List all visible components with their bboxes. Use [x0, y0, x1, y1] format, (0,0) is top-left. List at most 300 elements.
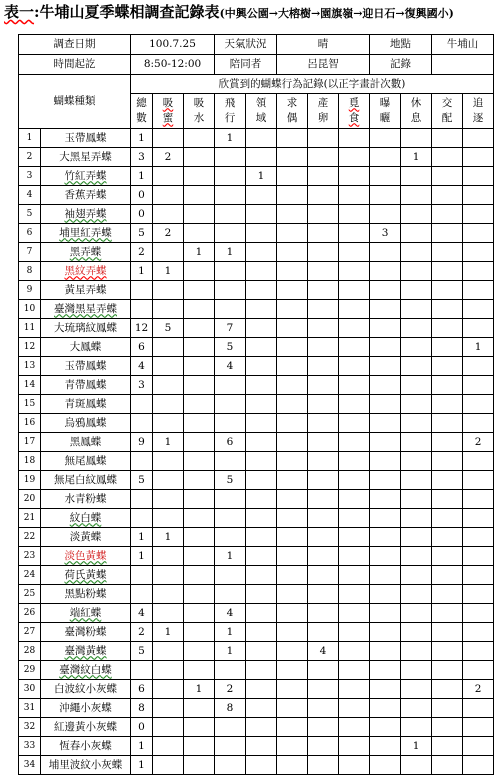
- behavior-count: [401, 623, 432, 642]
- behavior-count: [246, 262, 277, 281]
- behavior-count: [246, 737, 277, 756]
- date-label: 調查日期: [19, 35, 131, 55]
- behavior-count: [184, 148, 215, 167]
- row-number: 34: [19, 756, 41, 775]
- behavior-count: [401, 262, 432, 281]
- table-row: [19, 604, 494, 623]
- behavior-count: [308, 243, 339, 262]
- behavior-count: [184, 585, 215, 604]
- total-count: 8: [131, 699, 153, 718]
- behavior-count: [153, 414, 184, 433]
- behavior-count: [339, 756, 370, 775]
- table-row: [19, 129, 494, 148]
- column-label: 吸蜜: [162, 96, 174, 124]
- behavior-count: [277, 661, 308, 680]
- behavior-count: [432, 167, 463, 186]
- behavior-count: [370, 699, 401, 718]
- species-name: 竹紅弄蝶: [64, 169, 107, 182]
- behavior-count: 4: [308, 642, 339, 661]
- behavior-count: [339, 566, 370, 585]
- species-name: 香蕉弄蝶: [64, 188, 107, 201]
- table-row: [19, 585, 494, 604]
- behavior-count: [370, 300, 401, 319]
- behavior-count: [308, 281, 339, 300]
- total-count: 0: [131, 186, 153, 205]
- title-prefix: 表一: [4, 3, 35, 21]
- column-label: 覓食: [348, 96, 360, 124]
- behavior-count: [277, 680, 308, 699]
- behavior-count: [308, 528, 339, 547]
- behavior-count: [215, 376, 246, 395]
- behavior-count: [339, 148, 370, 167]
- behavior-count: [215, 509, 246, 528]
- behavior-count: [339, 699, 370, 718]
- total-count: [131, 490, 153, 509]
- behavior-count: [432, 680, 463, 699]
- behavior-count: [401, 699, 432, 718]
- behavior-count: [463, 661, 494, 680]
- behavior-count: [215, 452, 246, 471]
- behavior-count: [184, 490, 215, 509]
- behavior-count: [184, 300, 215, 319]
- species-name: 黑點粉蝶: [64, 587, 107, 600]
- species-name-cell: [41, 414, 131, 433]
- behavior-count: [339, 224, 370, 243]
- behavior-count: [463, 756, 494, 775]
- place-value: 牛埔山: [432, 35, 494, 55]
- species-name-cell: [41, 433, 131, 452]
- behavior-count: [246, 224, 277, 243]
- table-row: [19, 756, 494, 775]
- species-name: 沖繩小灰蝶: [59, 701, 112, 714]
- behavior-count: [432, 148, 463, 167]
- behavior-count: [401, 414, 432, 433]
- species-name-cell: [41, 699, 131, 718]
- behavior-count: [277, 205, 308, 224]
- behavior-column-header: [401, 94, 432, 129]
- table-row: [19, 205, 494, 224]
- species-name: 大黑星弄蝶: [59, 150, 112, 163]
- total-count: 2: [131, 623, 153, 642]
- behavior-count: [277, 395, 308, 414]
- total-count: 9: [131, 433, 153, 452]
- behavior-count: [308, 357, 339, 376]
- total-count: [131, 566, 153, 585]
- behavior-count: [153, 737, 184, 756]
- behavior-count: [370, 433, 401, 452]
- behavior-column-header: [463, 94, 494, 129]
- behavior-count: [184, 623, 215, 642]
- behavior-count: [277, 585, 308, 604]
- behavior-count: [277, 623, 308, 642]
- behavior-count: [308, 224, 339, 243]
- behavior-count: [215, 300, 246, 319]
- behavior-count: [308, 680, 339, 699]
- behavior-count: [463, 566, 494, 585]
- species-name-cell: [41, 319, 131, 338]
- table-row: [19, 300, 494, 319]
- behavior-count: [370, 186, 401, 205]
- behavior-header: 欣賞到的蝴蝶行為記錄(以正字畫計次數): [131, 75, 494, 94]
- behavior-count: [215, 414, 246, 433]
- behavior-count: [153, 585, 184, 604]
- behavior-count: [184, 718, 215, 737]
- species-name: 青斑鳳蝶: [64, 397, 107, 410]
- behavior-count: 2: [215, 680, 246, 699]
- total-count: [131, 661, 153, 680]
- behavior-count: [246, 585, 277, 604]
- species-name: 紅邊黃小灰蝶: [54, 720, 117, 733]
- behavior-count: [246, 509, 277, 528]
- behavior-count: [401, 718, 432, 737]
- behavior-count: [463, 395, 494, 414]
- behavior-count: [246, 490, 277, 509]
- behavior-count: [153, 167, 184, 186]
- species-name-cell: [41, 604, 131, 623]
- behavior-count: [308, 433, 339, 452]
- behavior-count: [339, 433, 370, 452]
- behavior-count: [401, 167, 432, 186]
- behavior-count: [184, 452, 215, 471]
- total-count: 4: [131, 357, 153, 376]
- species-name-cell: [41, 737, 131, 756]
- total-count: 1: [131, 528, 153, 547]
- behavior-count: [246, 680, 277, 699]
- behavior-count: 1: [215, 129, 246, 148]
- title-main: :牛埔山夏季蝶相調查記錄表: [34, 3, 220, 21]
- behavior-count: [308, 718, 339, 737]
- behavior-count: [339, 452, 370, 471]
- behavior-count: 1: [153, 433, 184, 452]
- behavior-count: [401, 509, 432, 528]
- total-count: 3: [131, 376, 153, 395]
- behavior-count: [153, 699, 184, 718]
- behavior-count: 3: [370, 224, 401, 243]
- species-name: 白波紋小灰蝶: [54, 682, 117, 695]
- behavior-count: [277, 186, 308, 205]
- behavior-count: [308, 262, 339, 281]
- behavior-count: [401, 319, 432, 338]
- behavior-count: [215, 186, 246, 205]
- behavior-count: [370, 718, 401, 737]
- total-count: 1: [131, 547, 153, 566]
- row-number: 13: [19, 357, 41, 376]
- behavior-count: [277, 490, 308, 509]
- place-label: 地點: [370, 35, 432, 55]
- behavior-count: [308, 737, 339, 756]
- behavior-count: [339, 471, 370, 490]
- behavior-count: [153, 756, 184, 775]
- row-number: 26: [19, 604, 41, 623]
- behavior-count: [339, 414, 370, 433]
- behavior-count: [153, 509, 184, 528]
- behavior-count: [277, 471, 308, 490]
- behavior-count: [401, 281, 432, 300]
- behavior-count: [339, 167, 370, 186]
- behavior-count: [308, 471, 339, 490]
- behavior-count: [277, 433, 308, 452]
- behavior-count: [153, 357, 184, 376]
- behavior-count: [246, 243, 277, 262]
- behavior-count: [184, 471, 215, 490]
- behavior-count: 1: [401, 737, 432, 756]
- species-name-cell: [41, 623, 131, 642]
- behavior-count: [463, 452, 494, 471]
- species-name: 玉帶鳳蝶: [64, 359, 107, 372]
- species-name: 青帶鳳蝶: [64, 378, 107, 391]
- behavior-count: [370, 262, 401, 281]
- behavior-count: [432, 319, 463, 338]
- species-name: 袖翅弄蝶: [64, 207, 107, 220]
- total-count: 1: [131, 262, 153, 281]
- row-number: 29: [19, 661, 41, 680]
- behavior-count: [370, 471, 401, 490]
- behavior-count: [401, 547, 432, 566]
- behavior-count: [463, 490, 494, 509]
- behavior-count: [184, 547, 215, 566]
- behavior-count: [246, 300, 277, 319]
- species-name: 黑弄蝶: [69, 245, 102, 258]
- behavior-column-header: [184, 94, 215, 129]
- behavior-count: [184, 433, 215, 452]
- total-count: 6: [131, 680, 153, 699]
- behavior-count: [308, 661, 339, 680]
- behavior-count: [153, 129, 184, 148]
- behavior-count: [246, 129, 277, 148]
- species-name: 臺灣粉蝶: [64, 625, 107, 638]
- behavior-count: [246, 528, 277, 547]
- total-count: 0: [131, 205, 153, 224]
- behavior-count: [308, 300, 339, 319]
- behavior-count: [277, 604, 308, 623]
- companion-value: 呂昆智: [277, 55, 370, 75]
- species-name: 大鳳蝶: [69, 340, 102, 353]
- behavior-count: [370, 585, 401, 604]
- behavior-count: 1: [215, 642, 246, 661]
- info-row-1: [19, 35, 494, 55]
- behavior-count: [153, 566, 184, 585]
- recorder-label: 記錄: [370, 55, 432, 75]
- behavior-count: 6: [215, 433, 246, 452]
- behavior-count: [153, 452, 184, 471]
- behavior-count: [370, 528, 401, 547]
- behavior-count: [184, 642, 215, 661]
- behavior-count: [401, 224, 432, 243]
- behavior-count: 4: [215, 357, 246, 376]
- column-label: 飛行: [224, 96, 236, 124]
- behavior-count: [153, 604, 184, 623]
- behavior-count: [184, 528, 215, 547]
- behavior-count: [153, 395, 184, 414]
- recorder-value: [432, 55, 494, 75]
- species-name: 黃星弄蝶: [64, 283, 107, 296]
- behavior-count: [370, 452, 401, 471]
- table-row: [19, 471, 494, 490]
- behavior-count: [463, 718, 494, 737]
- behavior-count: [370, 756, 401, 775]
- total-count: [131, 281, 153, 300]
- behavior-count: [277, 756, 308, 775]
- table-row: [19, 414, 494, 433]
- behavior-count: [277, 718, 308, 737]
- behavior-count: [215, 585, 246, 604]
- behavior-count: [215, 528, 246, 547]
- species-name: 無尾鳳蝶: [64, 454, 107, 467]
- behavior-count: [277, 566, 308, 585]
- species-name-cell: [41, 490, 131, 509]
- behavior-count: [246, 376, 277, 395]
- behavior-count: [246, 148, 277, 167]
- behavior-count: [215, 718, 246, 737]
- column-label: 求偶: [286, 96, 298, 124]
- behavior-count: [184, 737, 215, 756]
- behavior-count: 1: [184, 680, 215, 699]
- behavior-count: [401, 186, 432, 205]
- behavior-count: [463, 471, 494, 490]
- behavior-count: [277, 528, 308, 547]
- behavior-count: [339, 718, 370, 737]
- behavior-count: [184, 281, 215, 300]
- behavior-count: [401, 243, 432, 262]
- species-name-cell: [41, 186, 131, 205]
- species-name-cell: [41, 718, 131, 737]
- row-number: 15: [19, 395, 41, 414]
- behavior-count: [246, 642, 277, 661]
- table-row: [19, 167, 494, 186]
- species-name: 黑鳳蝶: [69, 435, 102, 448]
- behavior-count: [246, 395, 277, 414]
- total-count: [131, 509, 153, 528]
- row-number: 22: [19, 528, 41, 547]
- behavior-count: 1: [184, 243, 215, 262]
- behavior-count: [339, 585, 370, 604]
- behavior-count: [246, 471, 277, 490]
- behavior-count: [432, 585, 463, 604]
- row-number: 7: [19, 243, 41, 262]
- behavior-column-header: [153, 94, 184, 129]
- behavior-count: [277, 243, 308, 262]
- species-header: 蝴蝶種類: [19, 75, 131, 129]
- behavior-count: [432, 642, 463, 661]
- behavior-count: [246, 414, 277, 433]
- table-row: [19, 680, 494, 699]
- behavior-count: [339, 186, 370, 205]
- behavior-count: [184, 395, 215, 414]
- behavior-count: [339, 490, 370, 509]
- species-name: 烏鴉鳳蝶: [64, 416, 107, 429]
- species-name-cell: [41, 205, 131, 224]
- behavior-count: [432, 699, 463, 718]
- total-count: 2: [131, 243, 153, 262]
- behavior-count: [184, 661, 215, 680]
- behavior-count: [308, 338, 339, 357]
- behavior-count: [432, 243, 463, 262]
- behavior-count: [370, 357, 401, 376]
- column-label: 交配: [441, 96, 453, 124]
- behavior-count: [432, 604, 463, 623]
- species-name: 大琉璃紋鳳蝶: [54, 321, 117, 334]
- total-count: [131, 452, 153, 471]
- row-number: 32: [19, 718, 41, 737]
- behavior-count: [308, 129, 339, 148]
- behavior-count: [184, 224, 215, 243]
- species-name: 淡色黃蝶: [64, 549, 107, 562]
- behavior-count: [339, 604, 370, 623]
- behavior-count: [153, 243, 184, 262]
- behavior-count: [215, 490, 246, 509]
- behavior-count: 4: [215, 604, 246, 623]
- behavior-count: [153, 490, 184, 509]
- behavior-count: [184, 699, 215, 718]
- species-name: 臺灣黑星弄蝶: [54, 302, 117, 315]
- behavior-count: [339, 357, 370, 376]
- behavior-count: [432, 509, 463, 528]
- behavior-count: [432, 566, 463, 585]
- species-name: 玉帶鳳蝶: [64, 131, 107, 144]
- behavior-count: [370, 319, 401, 338]
- behavior-count: [370, 623, 401, 642]
- document-title: [4, 2, 454, 22]
- behavior-count: [370, 376, 401, 395]
- behavior-count: [215, 224, 246, 243]
- row-number: 3: [19, 167, 41, 186]
- behavior-count: [463, 585, 494, 604]
- behavior-count: [370, 566, 401, 585]
- behavior-count: [308, 395, 339, 414]
- table-row: [19, 547, 494, 566]
- behavior-count: [277, 547, 308, 566]
- table-row: [19, 338, 494, 357]
- behavior-count: [153, 661, 184, 680]
- behavior-count: [463, 167, 494, 186]
- species-name-cell: [41, 528, 131, 547]
- behavior-count: [463, 243, 494, 262]
- time-value: 8:50-12:00: [131, 55, 215, 75]
- table-row: [19, 699, 494, 718]
- behavior-column-header: [215, 94, 246, 129]
- behavior-count: [246, 623, 277, 642]
- behavior-count: [215, 262, 246, 281]
- behavior-count: [246, 452, 277, 471]
- row-number: 18: [19, 452, 41, 471]
- column-label: 追逐: [472, 96, 484, 124]
- behavior-count: [308, 205, 339, 224]
- species-name-cell: [41, 547, 131, 566]
- species-name: 無尾白紋鳳蝶: [54, 473, 117, 486]
- table-row: [19, 186, 494, 205]
- behavior-count: [370, 338, 401, 357]
- behavior-count: [308, 756, 339, 775]
- total-count: 1: [131, 129, 153, 148]
- behavior-count: [463, 148, 494, 167]
- behavior-count: 7: [215, 319, 246, 338]
- behavior-count: [215, 148, 246, 167]
- behavior-count: [308, 585, 339, 604]
- behavior-count: [246, 756, 277, 775]
- total-count: 5: [131, 642, 153, 661]
- behavior-count: [215, 395, 246, 414]
- species-name-cell: [41, 642, 131, 661]
- behavior-count: [401, 205, 432, 224]
- behavior-count: [215, 205, 246, 224]
- behavior-count: 1: [401, 148, 432, 167]
- behavior-count: [432, 528, 463, 547]
- behavior-count: [370, 642, 401, 661]
- table-row: [19, 148, 494, 167]
- table-row: [19, 737, 494, 756]
- total-count: 1: [131, 756, 153, 775]
- behavior-count: [184, 186, 215, 205]
